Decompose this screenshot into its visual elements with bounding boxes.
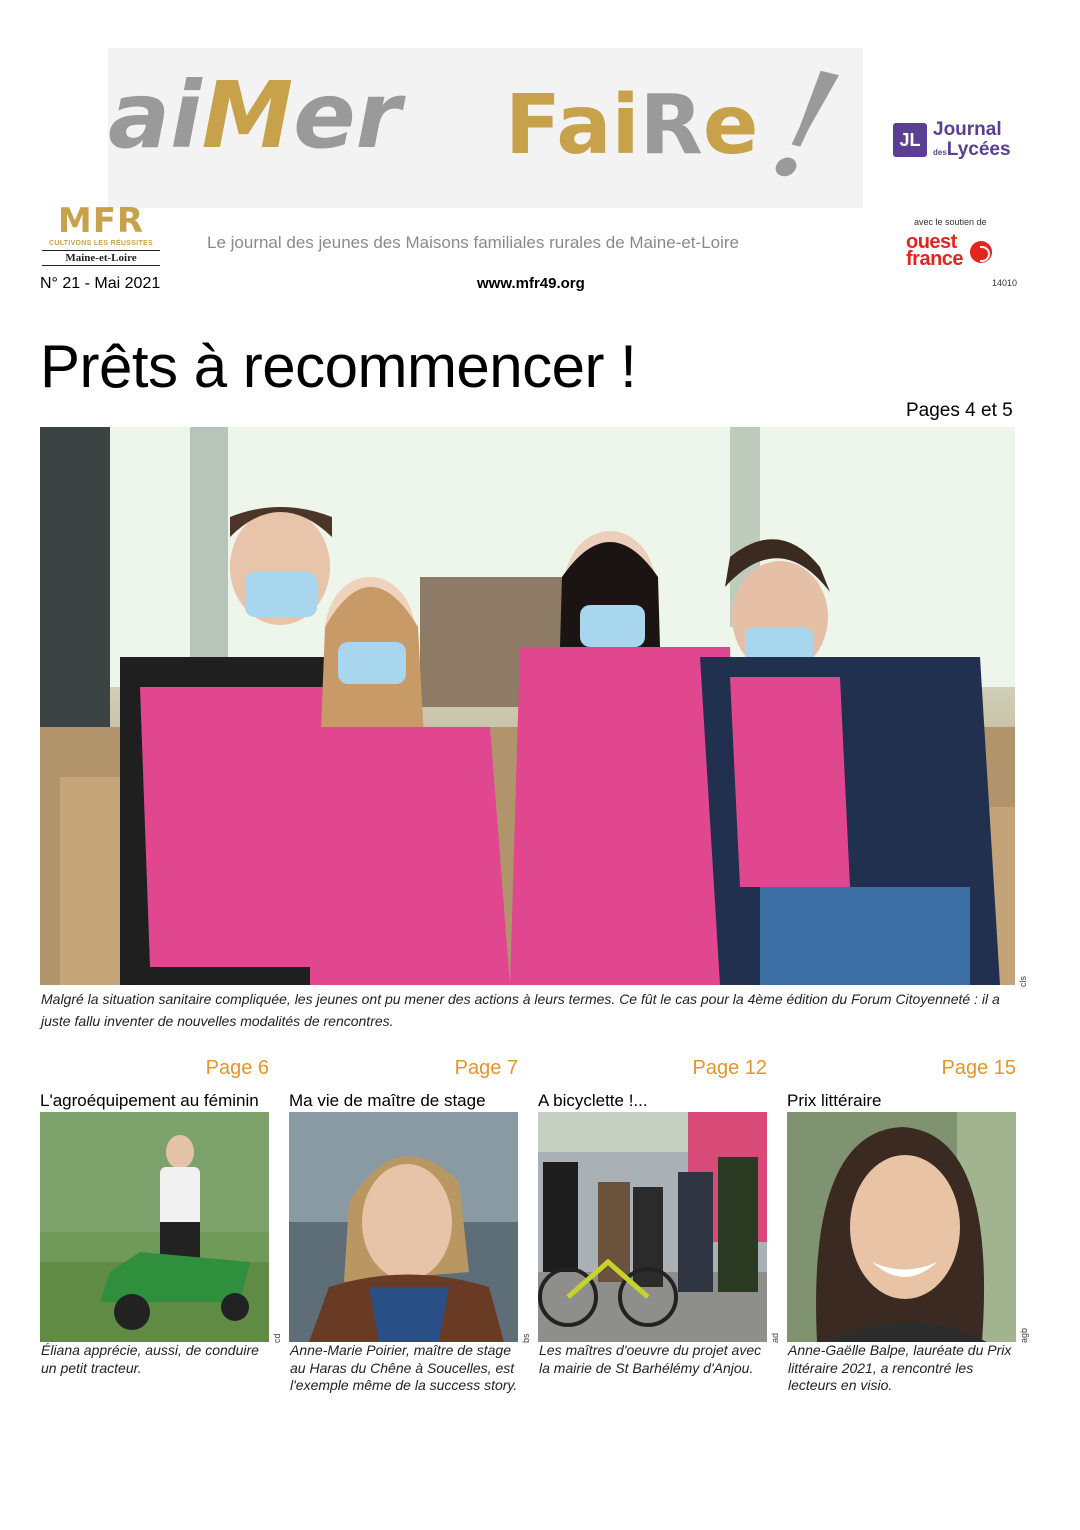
ouest-france-icon bbox=[970, 241, 992, 263]
mfr-region: Maine-et-Loire bbox=[42, 250, 160, 266]
journal-des-lycees-icon: JL bbox=[893, 123, 927, 157]
article-photo bbox=[787, 1112, 1016, 1342]
logo-exclamation: ! bbox=[754, 35, 856, 219]
mfr-logo bbox=[42, 202, 160, 266]
article-caption: Éliana apprécie, aussi, de conduire un petit tracteur. bbox=[41, 1342, 259, 1376]
photo-credit: agb bbox=[1019, 1327, 1029, 1343]
article-title: Ma vie de maître de stage bbox=[289, 1091, 486, 1110]
article-title: A bicyclette !... bbox=[538, 1091, 648, 1110]
logo-aimer: aiMer bbox=[108, 62, 401, 169]
photo-credit: cls bbox=[1018, 976, 1028, 987]
issue-number: N° 21 - Mai 2021 bbox=[40, 275, 161, 292]
article-page-ref: Page 15 bbox=[941, 1057, 1016, 1079]
article-page-ref: Page 6 bbox=[205, 1057, 269, 1079]
article-caption: Anne-Gaëlle Balpe, lauréate du Prix littéraire 2021, a rencontré les lecteurs en visio. bbox=[788, 1342, 1012, 1393]
page-title: Prêts à recommencer ! bbox=[40, 333, 637, 400]
mfr-tagline: CULTIVONS LES RÉUSSITES bbox=[48, 240, 153, 247]
article-title: L'agroéquipement au féminin bbox=[40, 1091, 259, 1110]
article-title: Prix littéraire bbox=[787, 1091, 882, 1110]
website-link[interactable]: www.mfr49.org bbox=[477, 275, 585, 292]
journal-subtitle: Le journal des jeunes des Maisons familiales rurales de Maine-et-Loire bbox=[207, 233, 739, 252]
article-caption: Anne-Marie Poirier, maître de stage au Haras du Chêne à Soucelles, est l'exemple même de la success story. bbox=[290, 1342, 518, 1393]
journal-des-lycees-logo: Journal desLycées bbox=[933, 119, 1011, 160]
photo-credit: bs bbox=[521, 1333, 531, 1343]
soutien-label: avec le soutien de bbox=[914, 217, 987, 227]
article-photo bbox=[40, 1112, 269, 1342]
article-caption: Les maîtres d'oeuvre du projet avec la mairie de St Barhélémy d'Anjou. bbox=[539, 1342, 762, 1376]
mfr-mark: MFR bbox=[57, 201, 145, 241]
article-page-ref: Page 12 bbox=[692, 1057, 767, 1079]
article-photo bbox=[538, 1112, 767, 1342]
photo-credit: ad bbox=[770, 1332, 780, 1343]
main-photo bbox=[40, 427, 1015, 985]
photo-credit: cd bbox=[272, 1333, 282, 1343]
pages-reference: Pages 4 et 5 bbox=[906, 400, 1013, 421]
edition-code: 14010 bbox=[992, 278, 1018, 288]
article-page-ref: Page 7 bbox=[454, 1057, 518, 1079]
main-photo-caption: Malgré la situation sanitaire compliquée, les jeunes ont pu mener des actions à leurs termes. Ce fût le cas pour la 4ème édition du Forum Citoyenneté : il a juste fallu inventer de nouvelles modalités de rencontres. bbox=[41, 991, 1000, 1029]
ouest-france-logo: ouest france bbox=[906, 231, 964, 270]
article-photo bbox=[289, 1112, 518, 1342]
logo-faire: FaiRe bbox=[505, 78, 759, 173]
